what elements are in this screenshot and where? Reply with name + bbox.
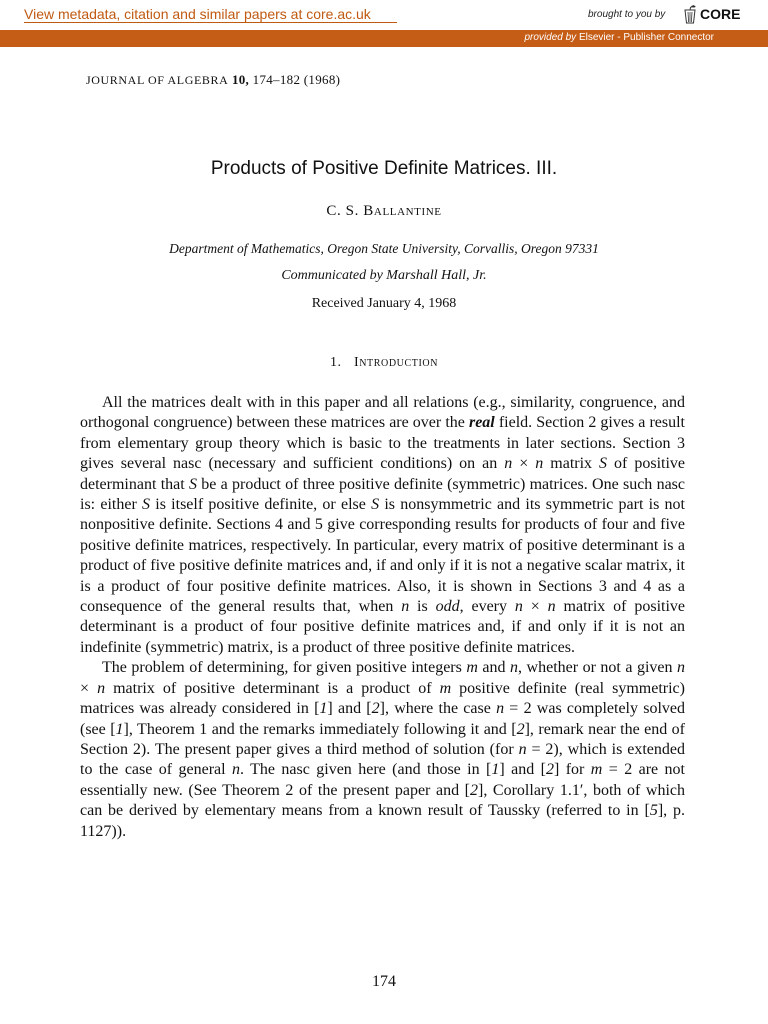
journal-citation — [86, 72, 340, 88]
paper-title: Products of Positive Definite Matrices. III. — [210, 158, 558, 179]
core-metadata-link[interactable]: View metadata, citation and similar papers at core.ac.uk — [24, 6, 397, 23]
journal-pages: 174–182 (1968) — [252, 72, 341, 87]
journal-volume: 10, — [231, 72, 250, 87]
brought-to-you-label: brought to you by — [588, 9, 666, 20]
paragraph-intro: All the matrices dealt with in this paper and all relations (e.g., similarity, congruence, and orthogonal congruence) between these matrices are over the real field. Section 2 gives a result from elementary group theory which is basic to the treatments in later sections. Section 3 gives several nasc (necessary and sufficient conditions) on an n × n matrix S of positive determinant that S be a product of three positive definite (symmetric) matrices. One such nasc is: either S is itself positive definite, or else S is nonsymmetric and its symmetric part is not nonpositive definite. Sections 4 and 5 give corresponding results for products of four and five positive definite matrices, respectively. In particular, every matrix of positive determinant is a product of five positive definite matrices and, if and only if it is not a negative scalar matrix, it is a product of four positive definite matrices. Also, it is shown in Sections 3 and 4 as a consequence of the general results that, when n is odd, every n × n matrix of positive determinant is a product of four positive definite matrices and, if and only if it is not an indefinite (symmetric) matrix, is a product of three positive definite matrices. — [80, 394, 686, 656]
paper-body — [80, 393, 685, 842]
core-brand[interactable]: CORE — [700, 6, 741, 22]
provided-by-label: provided by — [524, 32, 577, 43]
paper-author: C. S. Ballantine — [326, 203, 442, 219]
journal-name: JOURNAL OF ALGEBRA — [86, 73, 229, 87]
received-date: Received January 4, 1968 — [311, 296, 457, 311]
provider-name[interactable]: Elsevier - Publisher Connector — [578, 32, 714, 43]
core-logo-icon — [682, 4, 698, 24]
section-heading — [0, 355, 768, 371]
provider-line — [524, 32, 714, 43]
paragraph-problem: The problem of determining, for given positive integers m and n, whether or not a given n × n matrix of positive determinant is a product of m positive definite (real symmetric) matrices was already considered in [1] and [2], where the case n = 2 was completely solved (see [1], Theorem 1 and the remarks immediately following it and [2], remark near the end of Section 2). The present paper gives a third method of solution (for n = 2), which is extended to the case of general n. The nasc given here (and those in [1] and [2] for m = 2 are not essentially new. (See Theorem 2 of the present paper and [2], Corollary 1.1′, both of which can be derived by elementary means from a known result of Taussky (referred to in [5], p. 1127)). — [80, 659, 686, 840]
section-title: Introduction — [353, 355, 439, 370]
section-number: 1. — [329, 355, 342, 370]
page-number: 174 — [372, 973, 396, 990]
provider-bar — [0, 30, 768, 47]
communicated-by: Communicated by Marshall Hall, Jr. — [281, 268, 487, 283]
author-affiliation: Department of Mathematics, Oregon State University, Corvallis, Oregon 97331 — [169, 241, 599, 256]
core-banner — [0, 0, 768, 31]
